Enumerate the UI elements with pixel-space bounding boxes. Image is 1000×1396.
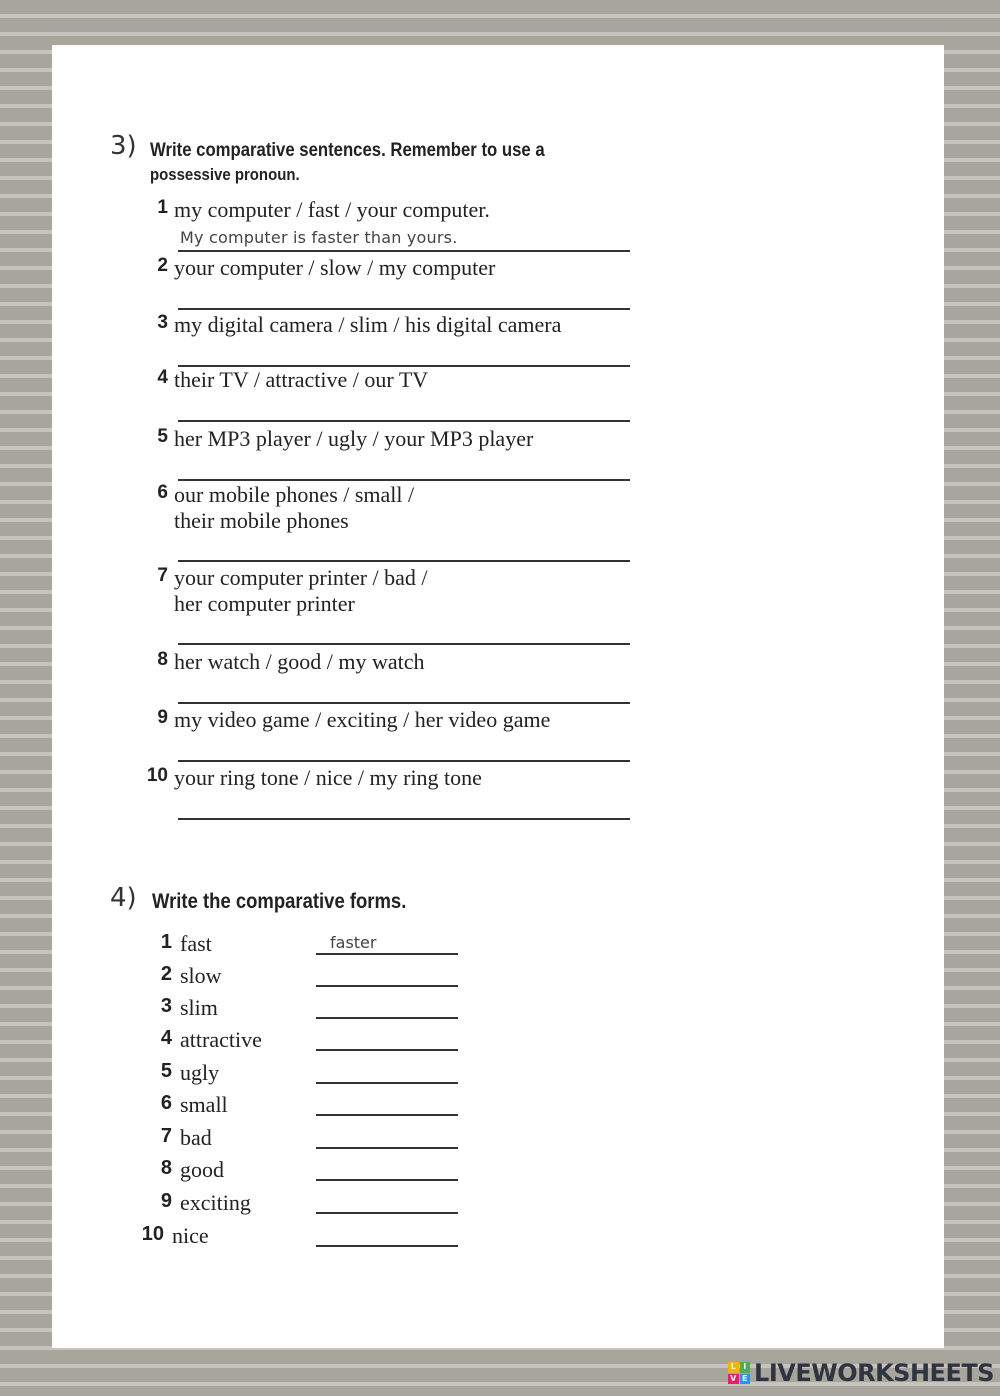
item-prompt-line1: my digital camera / slim / his digital camera [174, 312, 562, 337]
item-prompt [174, 565, 644, 617]
item-number: 8 [160, 1157, 172, 1179]
answer-line [178, 818, 630, 820]
item-word: exciting [180, 1190, 251, 1215]
exercise-4-item [144, 1027, 484, 1057]
item-prompt-line2: her computer printer [174, 591, 355, 616]
item-number: 1 [160, 931, 172, 953]
item-prompt [174, 426, 644, 452]
answer-line [316, 1017, 458, 1019]
item-word: small [180, 1092, 228, 1117]
logo-letter: L [728, 1362, 739, 1373]
item-number: 10 [146, 765, 168, 786]
logo-icon [728, 1362, 750, 1384]
item-number: 6 [160, 1092, 172, 1114]
item-number: 7 [160, 1125, 172, 1147]
logo-letter: E [740, 1374, 751, 1385]
exercise-4-item [144, 1125, 484, 1155]
answer-line [178, 702, 630, 704]
item-word: nice [172, 1223, 209, 1248]
answer-line [316, 985, 458, 987]
answer-line [316, 953, 458, 955]
item-number: 6 [157, 482, 168, 503]
answer-line [316, 1049, 458, 1051]
worksheet-page [52, 45, 944, 1348]
item-number: 3 [157, 312, 168, 333]
item-number: 9 [157, 707, 168, 728]
item-number: 4 [157, 367, 168, 388]
exercise-3-instruction-line2: possessive pronoun. [150, 165, 300, 184]
item-prompt [174, 707, 644, 733]
exercise-4-item [144, 1157, 484, 1187]
item-word: ugly [180, 1060, 220, 1085]
exercise-3-item [144, 482, 634, 562]
item-number: 7 [157, 565, 168, 586]
item-number: 5 [160, 1060, 172, 1082]
item-prompt-line1: your computer / slow / my computer [174, 255, 496, 280]
answer-line [316, 1179, 458, 1181]
answer-line [316, 1147, 458, 1149]
item-prompt [174, 197, 644, 223]
item-number: 9 [160, 1190, 172, 1212]
item-prompt-line1: your computer printer / bad / [174, 565, 428, 590]
item-prompt [174, 649, 644, 675]
item-number: 4 [160, 1027, 172, 1049]
answer-line [178, 308, 630, 310]
answer-line [316, 1114, 458, 1116]
answer-line [316, 1082, 458, 1084]
answer-field[interactable]: My computer is faster than yours. [180, 228, 458, 247]
answer-line [178, 560, 630, 562]
logo-text: LIVEWORKSHEETS [754, 1359, 994, 1387]
item-prompt-line1: their TV / attractive / our TV [174, 367, 429, 392]
item-word: slow [180, 963, 222, 988]
item-prompt-line1: my computer / fast / your computer. [174, 197, 490, 222]
exercise-4-item [144, 1092, 484, 1122]
exercise-4-number: 4) [110, 883, 137, 913]
item-number: 8 [157, 649, 168, 670]
item-word: attractive [180, 1027, 262, 1052]
item-number: 3 [160, 995, 172, 1017]
exercise-4-item [136, 1223, 476, 1253]
exercise-3-item [144, 765, 634, 845]
exercise-3-number: 3) [110, 131, 137, 161]
exercise-4-item [144, 995, 484, 1025]
item-prompt-line1: our mobile phones / small / [174, 482, 415, 507]
item-prompt [174, 367, 644, 393]
item-number: 2 [160, 963, 172, 985]
item-prompt [174, 482, 644, 534]
logo-letter: V [728, 1374, 739, 1385]
item-number: 5 [157, 426, 168, 447]
item-prompt-line1: her MP3 player / ugly / your MP3 player [174, 426, 534, 451]
item-word: fast [180, 931, 212, 956]
liveworksheets-logo [728, 1358, 994, 1388]
exercise-4-item [144, 963, 484, 993]
answer-line [178, 760, 630, 762]
exercise-4-instruction: Write the comparative forms. [152, 890, 407, 913]
answer-field[interactable]: faster [330, 933, 377, 952]
answer-line [316, 1212, 458, 1214]
item-number: 1 [157, 197, 168, 218]
answer-line [178, 420, 630, 422]
answer-line [316, 1245, 458, 1247]
logo-letter: I [740, 1362, 751, 1373]
exercise-3-instruction [150, 139, 545, 187]
item-prompt-line1: her watch / good / my watch [174, 649, 425, 674]
item-prompt-line1: your ring tone / nice / my ring tone [174, 765, 482, 790]
exercise-4-item [144, 931, 484, 961]
item-prompt-line1: my video game / exciting / her video game [174, 707, 551, 732]
item-prompt [174, 255, 644, 281]
answer-line [178, 250, 630, 252]
exercise-3-instruction-line1: Write comparative sentences. Remember to use a [150, 140, 545, 161]
item-number: 10 [141, 1223, 164, 1245]
item-word: good [180, 1157, 224, 1182]
answer-line [178, 479, 630, 481]
exercise-4-item [144, 1190, 484, 1220]
item-prompt [174, 312, 644, 338]
exercise-3-item [144, 565, 634, 645]
item-prompt [174, 765, 644, 791]
item-number: 2 [157, 255, 168, 276]
item-prompt-line2: their mobile phones [174, 508, 349, 533]
answer-line [178, 643, 630, 645]
item-word: slim [180, 995, 218, 1020]
exercise-4-item [144, 1060, 484, 1090]
item-word: bad [180, 1125, 212, 1150]
